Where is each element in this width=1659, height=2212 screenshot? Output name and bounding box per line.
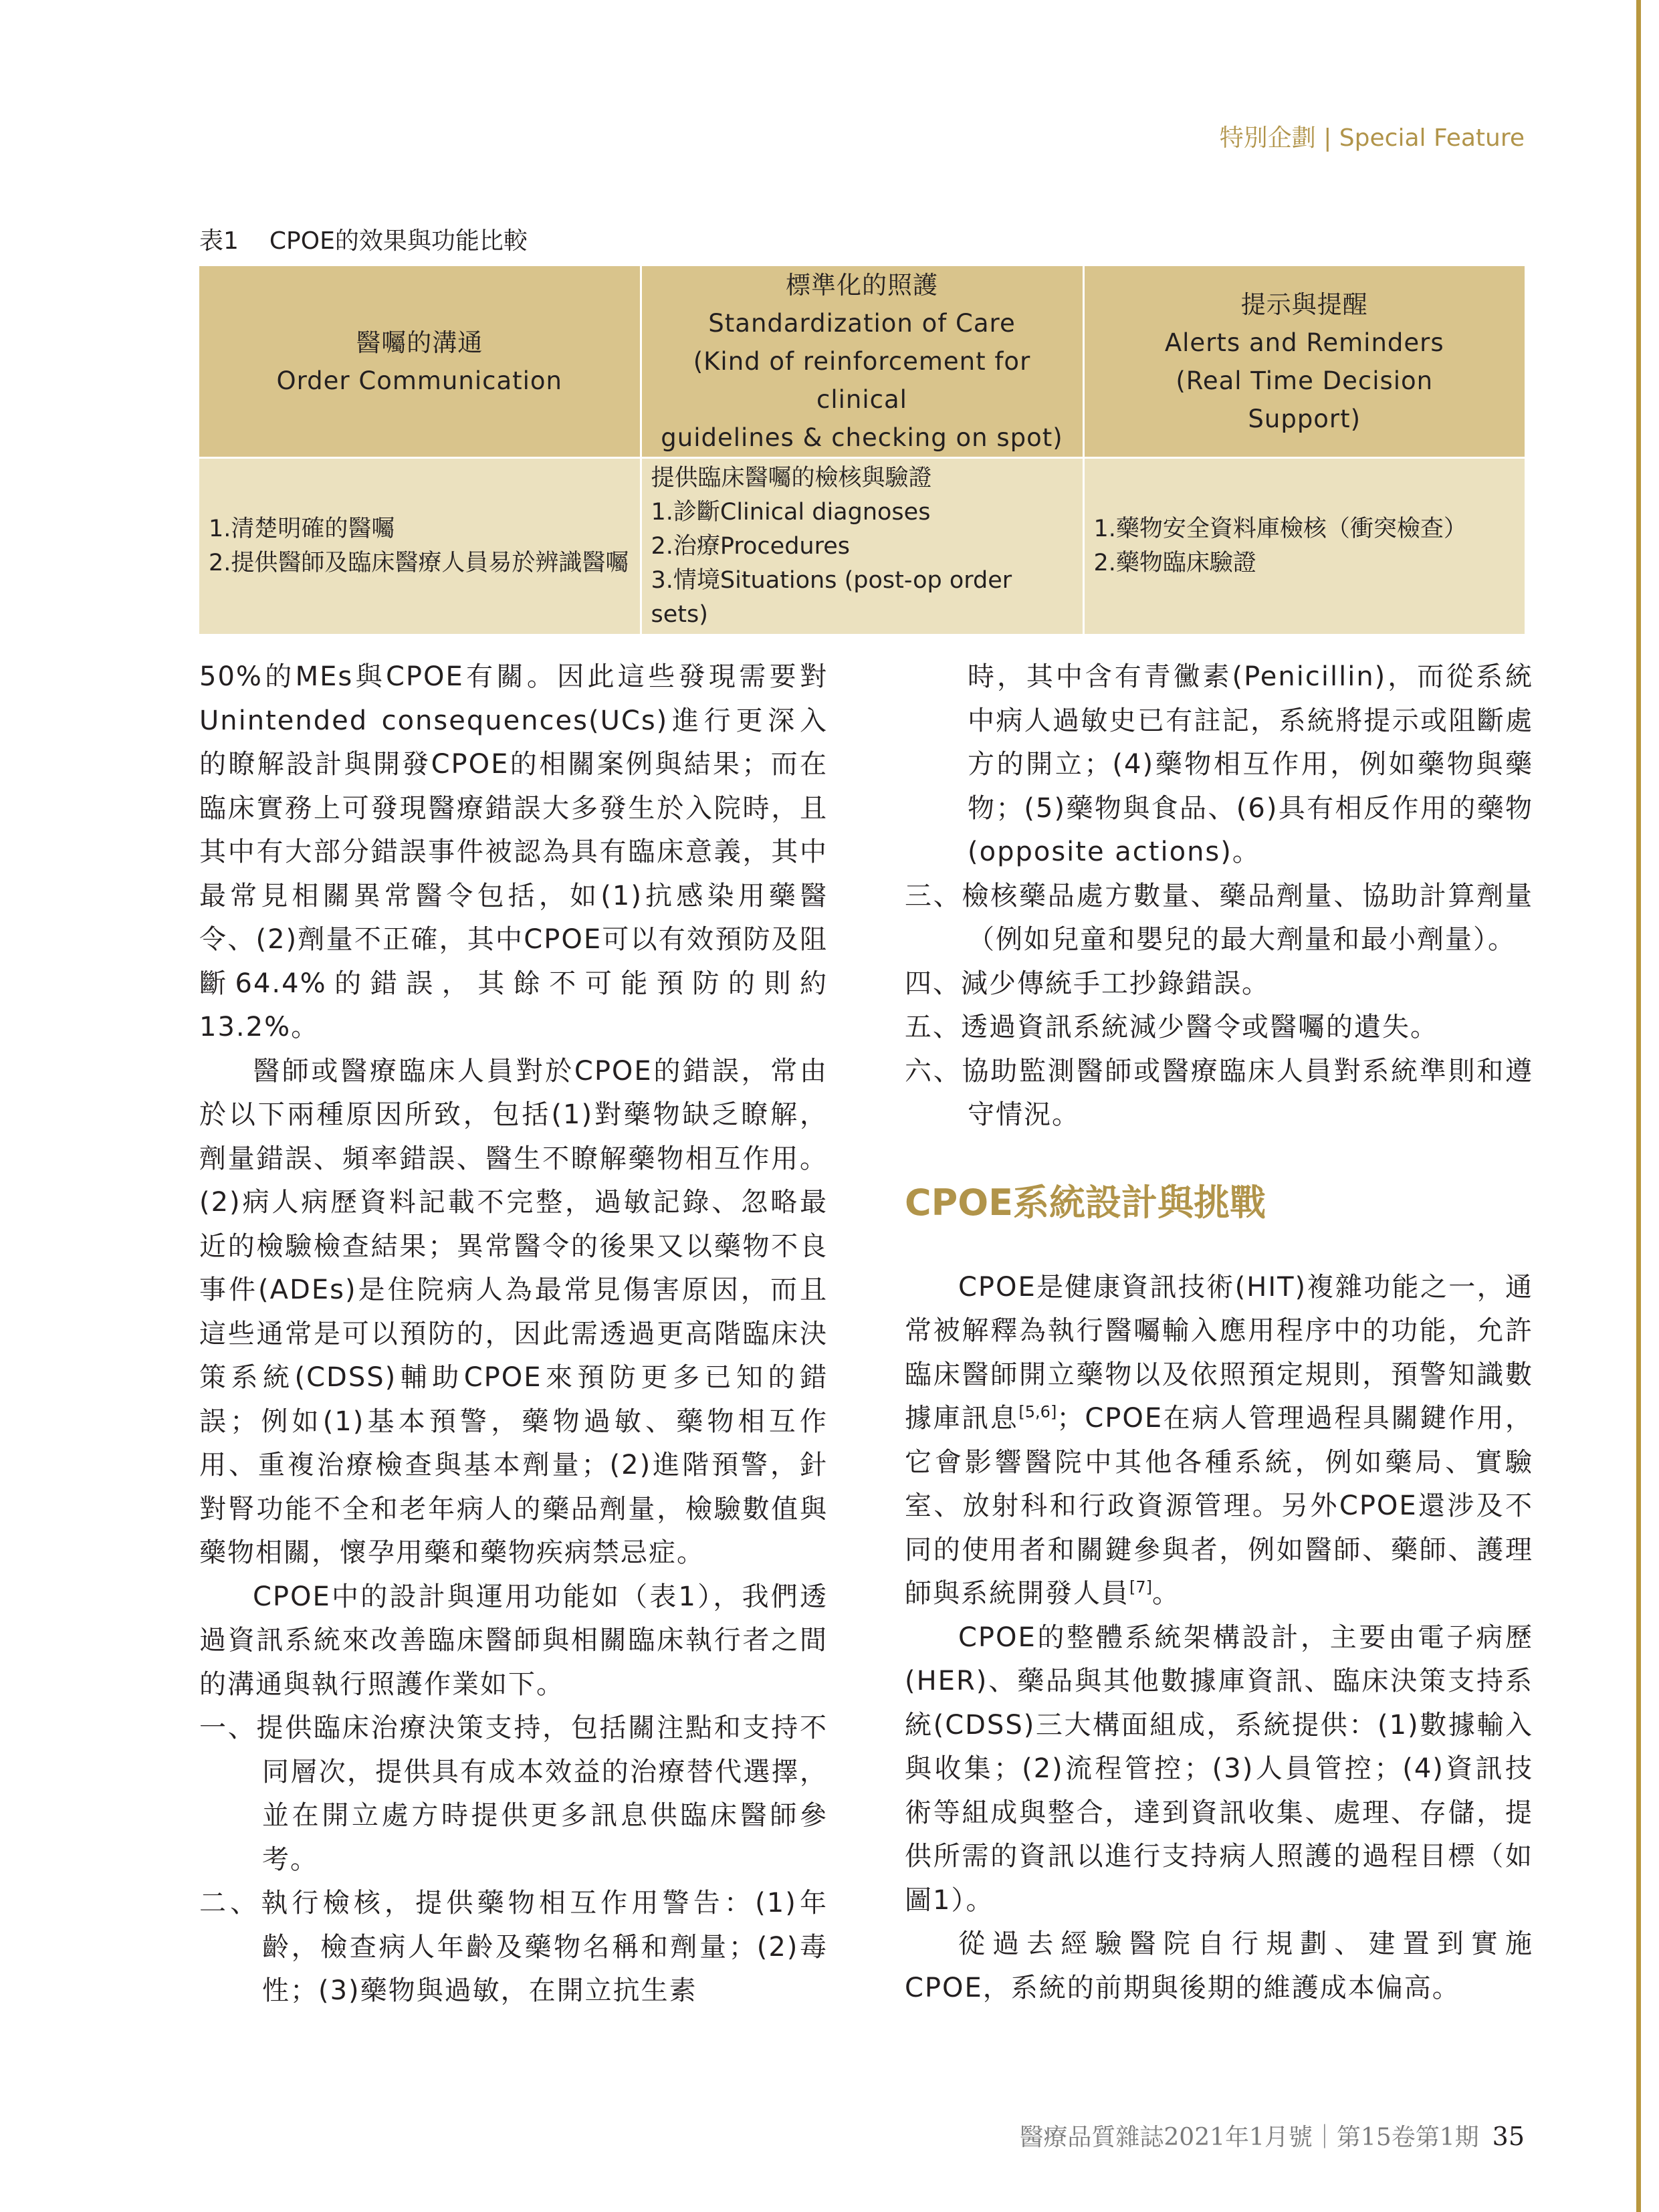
cell-line: 2.藥物臨床驗證 <box>1093 550 1256 576</box>
page-number: 35 <box>1492 2122 1525 2151</box>
header-line: (Kind of reinforcement for clinical <box>693 347 1031 414</box>
table-row <box>199 458 1525 635</box>
citation: [7] <box>1129 1577 1152 1597</box>
comparison-table <box>199 266 1525 634</box>
cell-line: 3.情境Situations (post-op order sets) <box>651 566 1012 628</box>
table-title: CPOE的效果與功能比較 <box>269 227 528 255</box>
header-line: (Real Time Decision <box>1176 366 1434 395</box>
citation: [5,6] <box>1018 1402 1057 1422</box>
section-header: 特別企劃 | Special Feature <box>1219 124 1525 152</box>
header-line: Alerts and Reminders <box>1164 328 1444 357</box>
paragraph: CPOE的整體系統架構設計，主要由電子病歷(HER)、藥品與其他數據庫資訊、臨床決策支持系統(CDSS)三大構面組成，系統提供：(1)數據輸入與收集；(2)流程管控；(3)人員管控；(4)資訊技術等組成與整合，達到資訊收集、處理、存儲，提供所需的資訊以進行支持病人照護的過程目標（如圖1）。 <box>905 1622 1533 1916</box>
table-cell <box>199 458 641 635</box>
paragraph <box>905 1266 1533 1616</box>
list-item: 四、減少傳統手工抄錄錯誤。 <box>905 968 1270 999</box>
list-item: 二、執行檢核，提供藥物相互作用警告：(1)年齡，檢查病人年齡及藥物名稱和劑量；(2)毒性；(3)藥物與過敏，在開立抗生素 <box>199 1888 828 2006</box>
cell-line: 1.藥物安全資料庫檢核（衝突檢查） <box>1093 516 1467 542</box>
header-line: Support) <box>1248 404 1361 433</box>
paragraph: 50%的MEs與CPOE有關。因此這些發現需要對Unintended consequences(UCs)進行更深入的瞭解設計與開發CPOE的相關案例與結果；而在臨床實務上可發現醫療錯誤大多發生於入院時，且其中有大部分錯誤事件被認為具有臨床意義，其中最常見相關異常醫令包括，如(1)抗感染用藥醫令、(2)劑量不正確，其中CPOE可以有效預防及阻斷64.4%的錯誤，其餘不可能預防的則約13.2%。 <box>199 661 828 1042</box>
left-column <box>199 655 828 2013</box>
header-line: Order Communication <box>276 366 563 395</box>
list-item-continued: 時，其中含有青黴素(Penicillin)，而從系統中病人過敏史已有註記，系統將提示或阻斷處方的開立；(4)藥物相互作用，例如藥物與藥物；(5)藥物與食品、(6)具有相反作用的藥物(opposite actions)。 <box>968 661 1533 867</box>
table-cell <box>1083 458 1525 635</box>
cell-line: 1.清楚明確的醫囑 <box>209 516 395 542</box>
header-line: 醫囑的溝通 <box>356 328 483 357</box>
header-line: Standardization of Care <box>708 309 1016 338</box>
section-title: CPOE系統設計與挑戰 <box>905 1181 1266 1224</box>
header-standardization-of-care <box>641 266 1083 458</box>
list-item: 五、透過資訊系統減少醫令或醫囑的遺失。 <box>905 1012 1438 1042</box>
paragraph-text: ；CPOE在病人管理過程具關鍵作用，它會影響醫院中其他各種系統，例如藥局、實驗室、放射科和行政資源管理。另外CPOE還涉及不同的使用者和關鍵參與者，例如醫師、藥師、護理師與系統開發人員 <box>905 1403 1533 1609</box>
paragraph: 醫師或醫療臨床人員對於CPOE的錯誤，常由於以下兩種原因所致，包括(1)對藥物缺乏瞭解，劑量錯誤、頻率錯誤、醫生不瞭解藥物相互作用。(2)病人病歷資料記載不完整，過敏記錄、忽略最近的檢驗檢查結果；異常醫令的後果又以藥物不良事件(ADEs)是住院病人為最常見傷害原因，而且這些通常是可以預防的，因此需透過更高階臨床決策系統(CDSS)輔助CPOE來預防更多已知的錯誤；例如(1)基本預警，藥物過敏、藥物相互作用、重複治療檢查與基本劑量；(2)進階預警，針對腎功能不全和老年病人的藥品劑量，檢驗數值與藥物相關，懷孕用藥和藥物疾病禁忌症。 <box>199 1055 828 1568</box>
right-column <box>905 655 1533 2010</box>
journal-info: 醫療品質雜誌2021年1月號｜第15卷第1期 <box>1019 2124 1479 2151</box>
header-line: 標準化的照護 <box>786 271 938 300</box>
list-item: 一、提供臨床治療決策支持，包括關注點和支持不同層次，提供具有成本效益的治療替代選擇，並在開立處方時提供更多訊息供臨床醫師參考。 <box>199 1712 828 1875</box>
header-line: 提示與提醒 <box>1240 290 1368 319</box>
table-number: 表1 <box>199 227 239 255</box>
page-footer <box>1019 2118 1525 2152</box>
list-item: 六、協助監測醫師或醫療臨床人員對系統準則和遵守情況。 <box>905 1055 1533 1130</box>
cell-line: 2.治療Procedures <box>651 532 850 560</box>
table-header-row <box>199 266 1525 458</box>
paragraph: 從過去經驗醫院自行規劃、建置到實施CPOE，系統的前期與後期的維護成本偏高。 <box>905 1928 1533 2003</box>
paragraph-text: CPOE是健康資訊技術(HIT)複雜功能之一，通常被解釋為執行醫囑輸入應用程序中的功能，允許臨床醫師開立藥物以及依照預定規則，預警知識數據庫訊息 <box>905 1271 1533 1434</box>
cell-line: 2.提供醫師及臨床醫療人員易於辨識醫囑 <box>209 550 629 576</box>
cell-line: 提供臨床醫囑的檢核與驗證 <box>651 464 932 491</box>
header-line: guidelines & checking on spot) <box>661 423 1063 452</box>
table-cell <box>641 458 1083 635</box>
header-alerts-and-reminders <box>1083 266 1525 458</box>
page-edge-rule <box>1636 0 1641 2212</box>
table-caption <box>199 222 528 256</box>
list-item: 三、檢核藥品處方數量、藥品劑量、協助計算劑量（例如兒童和嬰兒的最大劑量和最小劑量）。 <box>905 880 1533 955</box>
paragraph: CPOE中的設計與運用功能如（表1），我們透過資訊系統來改善臨床醫師與相關臨床執行者之間的溝通與執行照護作業如下。 <box>199 1581 828 1700</box>
paragraph-text: 。 <box>1152 1578 1180 1609</box>
cell-line: 1.診斷Clinical diagnoses <box>651 498 931 526</box>
header-order-communication <box>199 266 641 458</box>
